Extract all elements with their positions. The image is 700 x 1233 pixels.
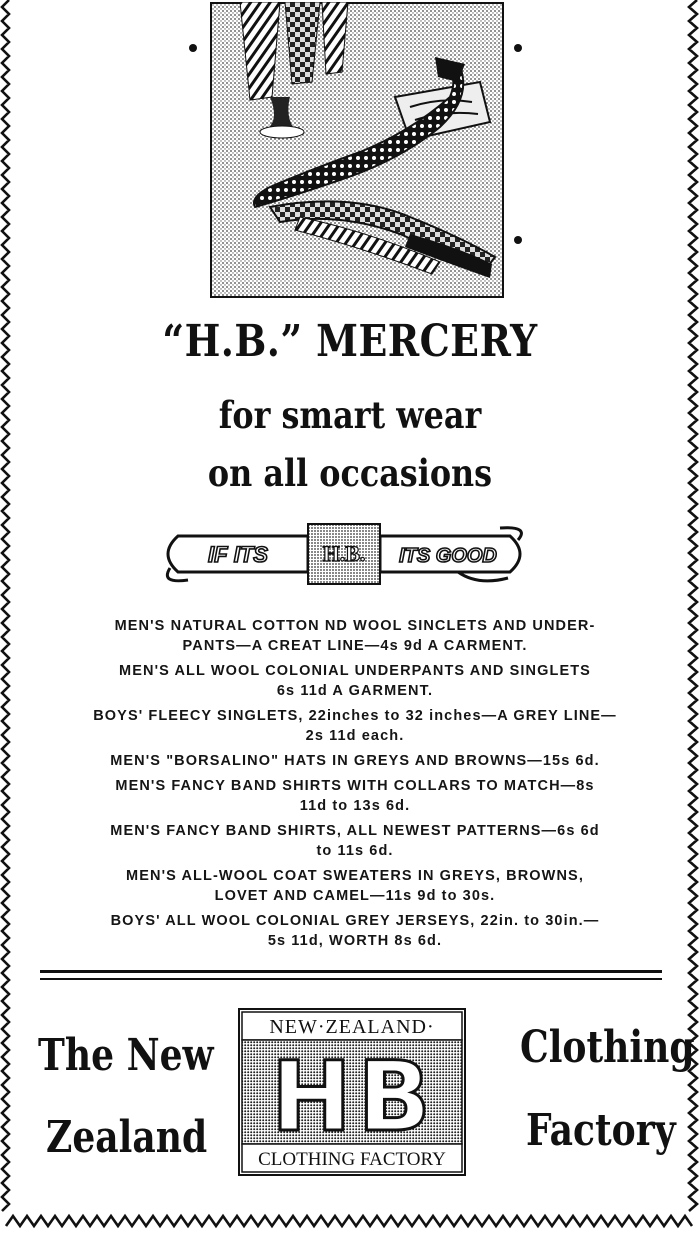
list-item: BOYS' ALL WOOL COLONIAL GREY JERSEYS, 22in. to 30in.— 5s 11d, WORTH 8s 6d.: [110, 913, 600, 949]
headline-subtitle: for smart wear: [218, 393, 482, 437]
list-item: MEN'S FANCY BAND SHIRTS, ALL NEWEST PATTERNS—6s 6d to 11s 6d.: [110, 823, 600, 859]
list-item: MEN'S NATURAL COTTON ND WOOL SINCLETS AND UNDER- PANTS—A CREAT LINE—4s 9d A CARMENT.: [114, 618, 596, 654]
headline-title: “H.B.” MERCERY: [162, 316, 538, 367]
divider-thick: [40, 970, 662, 973]
logo-top-text: NEW·ZEALAND·: [269, 1016, 435, 1038]
banner-right-text: ITS GOOD: [399, 545, 497, 567]
banner-left-text: IF ITS: [208, 542, 268, 567]
footer-right-line1: Clothing: [520, 1022, 695, 1073]
logo-bottom-text: CLOTHING FACTORY: [258, 1149, 446, 1170]
list-item: MEN'S "BORSALINO" HATS IN GREYS AND BROWNS—15s 6d.: [110, 753, 600, 769]
merchandise-list: [40, 616, 670, 956]
rivet-dots: [185, 40, 525, 250]
hb-logo: [238, 1008, 466, 1176]
divider-thin: [40, 978, 662, 980]
list-item: MEN'S ALL WOOL COLONIAL UNDERPANTS AND SINGLETS 6s 11d A GARMENT.: [119, 663, 591, 699]
banner-center-text: H.B.: [322, 541, 366, 566]
footer-left-line1: The New: [38, 1030, 214, 1081]
footer-right-line2: Factory: [526, 1105, 676, 1156]
slogan-banner: [158, 518, 530, 590]
list-item: MEN'S ALL-WOOL COAT SWEATERS IN GREYS, BROWNS, LOVET AND CAMEL—11s 9d to 30s.: [126, 868, 584, 904]
headline-tagline: on all occasions: [207, 451, 493, 495]
logo-letters: HB: [271, 1041, 437, 1153]
footer-left-line2: Zealand: [46, 1112, 208, 1163]
list-item: BOYS' FLEECY SINGLETS, 22inches to 32 inches—A GREY LINE— 2s 11d each.: [93, 708, 617, 744]
list-item: MEN'S FANCY BAND SHIRTS WITH COLLARS TO MATCH—8s 11d to 13s 6d.: [115, 778, 595, 814]
